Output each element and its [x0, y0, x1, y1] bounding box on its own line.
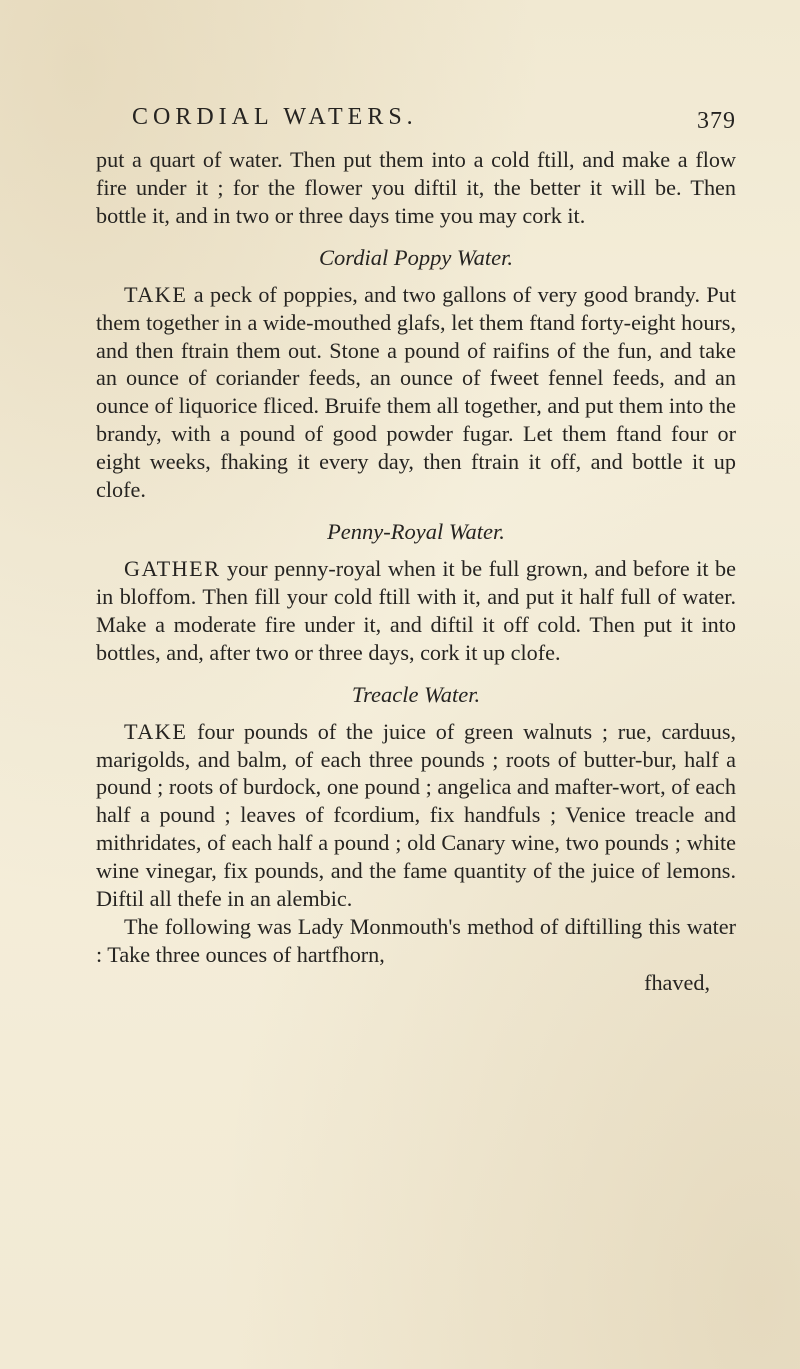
paragraph-cordial-poppy-water [96, 281, 736, 504]
page-text-block [96, 104, 736, 997]
lead-word: TAKE [124, 718, 188, 744]
running-title: CORDIAL WATERS. [132, 104, 418, 130]
section-title-cordial-poppy-water: Cordial Poppy Water. [319, 244, 513, 270]
section-title-penny-royal-water: Penny-Royal Water. [327, 518, 505, 544]
paragraph-body: four pounds of the juice of green walnuts ; rue, carduus, marigolds, and balm, of each three pounds ; roots of butter-bur, half a pound ; roots of burdock, one pound ; angelica and mafter-wort, of each half a pound ; leaves of fcordium, fix handfuls ; Venice treacle and mithridates, of each half a pound ; old Canary wine, two pounds ; white wine vinegar, fix pounds, and the fame quantity of the juice of lemons. Diftil all thefe in an alembic. [96, 718, 736, 912]
running-header [96, 104, 736, 136]
paragraph-penny-royal-water [96, 555, 736, 667]
paragraph-treacle-water [96, 718, 736, 913]
catchword: fhaved, [644, 969, 710, 995]
lead-word: GATHER [124, 555, 221, 581]
paragraph-body: a peck of poppies, and two gallons of very good brandy. Put them together in a wide-mouthed glafs, let them ftand forty-eight hours, and then ftrain them out. Stone a pound of raifins of the fun, and take an ounce of coriander feeds, an ounce of fweet fennel feeds, and an ounce of liquorice fliced. Bruife them all together, and put them into the brandy, with a pound of good powder fugar. Let them ftand four or eight weeks, fhaking it every day, then ftrain it off, and bottle it up clofe. [96, 281, 736, 503]
paragraph-lady-monmouth-method: The following was Lady Monmouth's method of diftilling this water : Take three ounces of hartfhorn, [96, 913, 736, 967]
page-number: 379 [697, 108, 736, 134]
paragraph-body: your penny-royal when it be full grown, and before it be in bloffom. Then fill your cold ftill with it, and put it half full of water. Make a moderate fire under it, and diftil it off cold. Then put it into bottles, and, after two or three days, cork it up clofe. [96, 555, 736, 665]
intro-paragraph: put a quart of water. Then put them into a cold ftill, and make a flow fire under it ; for the flower you diftil it, the better it will be. Then bottle it, and in two or three days time you may cork it. [96, 147, 736, 228]
catchword-row [96, 969, 736, 997]
lead-word: TAKE [124, 281, 188, 307]
section-title-treacle-water: Treacle Water. [351, 681, 481, 707]
